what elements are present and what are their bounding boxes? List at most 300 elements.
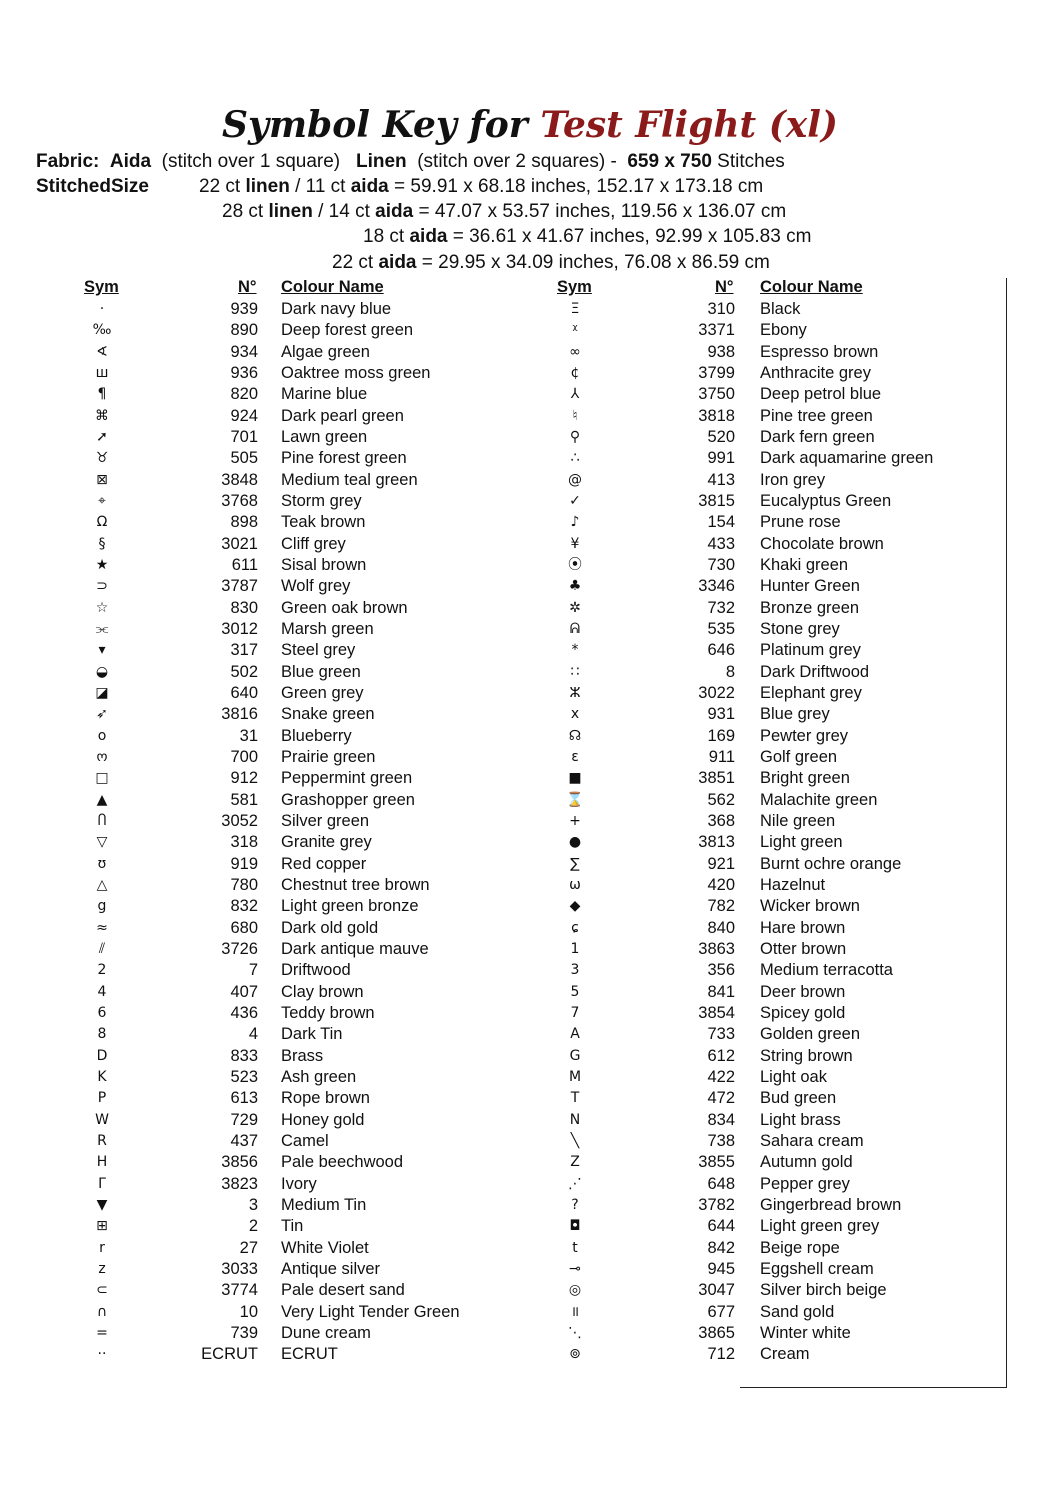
fabric-linen-note: (stitch over 2 squares) - [417, 151, 617, 172]
colour-name: Winter white [760, 1323, 851, 1342]
colour-name: Chestnut tree brown [281, 875, 430, 894]
symbol-glyph: R [97, 1132, 107, 1149]
dmc-number: 841 [707, 982, 735, 1001]
colour-name: Medium terracotta [760, 961, 893, 980]
symbol-glyph: t [572, 1239, 578, 1256]
size-line-2: 28 ct linen / 14 ct aida = 47.07 x 53.57 inches, 119.56 x 136.07 cm [222, 201, 787, 222]
colour-name: Rope brown [281, 1089, 370, 1108]
dmc-number: 3022 [698, 683, 735, 702]
symbol-glyph: ⊸ [569, 1260, 581, 1277]
symbol-glyph: ■ [568, 770, 582, 787]
dmc-number: 3787 [221, 577, 258, 596]
colour-name: Hunter Green [760, 577, 860, 596]
symbol-glyph: @ [568, 471, 582, 488]
symbol-glyph: ⫽ [98, 940, 106, 957]
fabric-line [36, 151, 785, 173]
symbol-glyph: ⊠ [96, 471, 108, 488]
dmc-number: 3033 [221, 1259, 258, 1278]
symbol-glyph: ∢ [96, 343, 108, 360]
dmc-number: 700 [230, 747, 258, 766]
dmc-number: 919 [230, 854, 258, 873]
symbol-glyph: A [570, 1026, 580, 1043]
colour-name: Driftwood [281, 961, 351, 980]
colour-name: Tin [281, 1217, 304, 1236]
symbol-glyph: 2 [97, 962, 107, 979]
dmc-number: 648 [707, 1174, 735, 1193]
colour-name: Platinum grey [760, 641, 861, 660]
colour-name: Snake green [281, 705, 375, 724]
colour-name: ECRUT [281, 1345, 338, 1364]
symbol-glyph: ≈ [96, 919, 108, 936]
colour-name: Storm grey [281, 491, 362, 510]
dmc-number: 3865 [698, 1323, 735, 1342]
header-sym-right: Sym [557, 278, 592, 296]
colour-name: Deer brown [760, 982, 846, 1001]
dmc-number: 310 [707, 300, 735, 318]
colour-name: Khaki green [760, 555, 849, 574]
dmc-number: 938 [707, 342, 735, 361]
dmc-number: 433 [707, 534, 735, 553]
colour-name: Malachite green [760, 790, 878, 809]
colour-name: Pale desert sand [281, 1281, 405, 1300]
colour-name: Stone grey [760, 619, 840, 638]
colour-name: Steel grey [281, 641, 356, 660]
colour-name: Algae green [281, 342, 370, 361]
symbol-glyph: ·· [97, 1346, 107, 1363]
symbol-glyph: G [569, 1047, 581, 1064]
stitched-size-label: StitchedSize [36, 176, 149, 197]
colour-name: Dark pearl green [281, 406, 404, 425]
symbol-glyph: ▼ [96, 1196, 108, 1213]
dmc-number: 3851 [698, 769, 735, 788]
symbol-glyph: ∴ [570, 450, 580, 467]
symbol-glyph: 6 [97, 1004, 107, 1021]
colour-name: Clay brown [281, 982, 364, 1001]
colour-name: Beige rope [760, 1238, 840, 1257]
dmc-number: ECRUT [201, 1345, 258, 1364]
header-sym-left: Sym [84, 278, 119, 296]
dmc-number: 3855 [698, 1153, 735, 1172]
colour-name: Lawn green [281, 427, 368, 446]
dmc-number: 3726 [221, 939, 258, 958]
dmc-number: 520 [707, 427, 735, 446]
dmc-number: 834 [707, 1110, 735, 1129]
colour-name: Marsh green [281, 619, 374, 638]
symbol-glyph: K [97, 1068, 107, 1085]
dmc-number: 502 [230, 662, 258, 681]
dmc-number: 3012 [221, 619, 258, 638]
symbol-glyph: Ⴖ [97, 812, 107, 829]
colour-name: Wolf grey [281, 577, 351, 596]
symbol-glyph: W [95, 1111, 109, 1128]
colour-name: Green grey [281, 683, 364, 702]
colour-name: Golf green [760, 747, 838, 766]
symbol-glyph: ш [95, 364, 109, 381]
symbol-glyph: ★ [95, 556, 109, 573]
colour-name: Autumn gold [760, 1153, 853, 1172]
dmc-number: 3750 [698, 385, 735, 404]
symbol-glyph: ⊂ [96, 1282, 108, 1299]
colour-name: Dark old gold [281, 918, 379, 937]
symbol-glyph: § [98, 535, 106, 552]
colour-name: Light green [760, 833, 843, 852]
symbol-glyph: ᕱ [569, 620, 581, 637]
colour-name: Hazelnut [760, 875, 826, 894]
symbol-glyph: P [97, 1090, 107, 1107]
dmc-number: 739 [230, 1323, 258, 1342]
dmc-number: 3346 [698, 577, 735, 596]
dmc-number: 413 [707, 470, 735, 489]
dmc-number: 436 [230, 1003, 258, 1022]
colour-name: Bright green [760, 769, 850, 788]
symbol-glyph: ॥ [570, 1303, 580, 1320]
symbol-glyph: ⌛ [566, 791, 584, 808]
size-line-4: 22 ct aida = 29.95 x 34.09 inches, 76.08 x 86.59 cm [332, 252, 770, 273]
colour-name: Eggshell cream [760, 1259, 874, 1278]
colour-name: Ivory [281, 1174, 317, 1193]
colour-name: Pewter grey [760, 726, 849, 745]
symbol-glyph: ⊚ [569, 1346, 581, 1363]
dmc-number: 3813 [698, 833, 735, 852]
symbol-glyph: ⦿ [568, 556, 582, 573]
colour-name: Oaktree moss green [281, 363, 431, 382]
symbol-glyph: 4 [97, 983, 107, 1000]
colour-name: Dark navy blue [281, 300, 392, 318]
colour-name: Silver green [281, 811, 370, 830]
symbol-glyph: x [570, 706, 580, 723]
dmc-number: 407 [230, 982, 258, 1001]
dmc-number: 934 [230, 342, 258, 361]
dmc-number: 505 [230, 449, 258, 468]
symbol-glyph: □ [95, 770, 109, 787]
symbol-glyph: 8 [97, 1026, 107, 1043]
colour-name: Sisal brown [281, 555, 367, 574]
dmc-number: 4 [248, 1025, 258, 1044]
colour-name: String brown [760, 1046, 853, 1065]
dmc-number: 3047 [698, 1281, 735, 1300]
symbol-glyph: ▽ [96, 834, 108, 851]
symbol-glyph: H [96, 1154, 108, 1171]
colour-name: Dark Driftwood [760, 662, 870, 681]
dmc-number: 422 [707, 1067, 735, 1086]
dmc-number: 318 [230, 833, 258, 852]
dmc-number: 3823 [221, 1174, 258, 1193]
colour-name: Deep petrol blue [760, 385, 882, 404]
colour-name: Teddy brown [281, 1003, 375, 1022]
symbol-glyph: ♉ [95, 450, 109, 467]
symbol-glyph: ∑ [570, 855, 580, 872]
colour-name: Blueberry [281, 726, 352, 745]
dmc-number: 7 [248, 961, 258, 980]
colour-name: Sand gold [760, 1302, 835, 1321]
dmc-number: 644 [707, 1217, 735, 1236]
dmc-number: 640 [230, 683, 258, 702]
symbol-glyph: ⫘ [95, 620, 109, 637]
dmc-number: 420 [707, 875, 735, 894]
header-name-left: Colour Name [281, 278, 384, 296]
symbol-glyph: Ω [96, 514, 108, 531]
symbol-glyph: N [569, 1111, 581, 1128]
symbol-glyph: ◪ [95, 684, 109, 701]
dmc-number: 730 [707, 555, 735, 574]
colour-name: Medium teal green [281, 470, 418, 489]
dmc-number: 680 [230, 918, 258, 937]
colour-name: Nile green [760, 811, 836, 830]
symbol-glyph: ω [569, 876, 581, 893]
symbol-glyph: ო [96, 748, 108, 765]
symbol-glyph: ε [571, 748, 579, 765]
dmc-number: 154 [707, 513, 735, 532]
symbol-glyph: Z [570, 1154, 580, 1171]
dmc-number: 3854 [698, 1003, 735, 1022]
symbol-glyph: ♪ [570, 514, 580, 531]
colour-name: Green oak brown [281, 598, 408, 617]
symbol-glyph: ⊃ [96, 578, 108, 595]
colour-name: Red copper [281, 854, 367, 873]
colour-name: Dark Tin [281, 1025, 343, 1044]
colour-name: Camel [281, 1131, 329, 1150]
dmc-number: 611 [231, 555, 258, 574]
dmc-number: 830 [230, 598, 258, 617]
symbol-glyph: ∩ [96, 1303, 108, 1320]
symbol-glyph: ⵣ [569, 684, 581, 701]
dmc-number: 3818 [698, 406, 735, 425]
colour-name: Ash green [281, 1067, 357, 1086]
colour-name: Deep forest green [281, 321, 414, 340]
symbol-glyph: ♣ [568, 578, 582, 595]
colour-name: Chocolate brown [760, 534, 884, 553]
dmc-number: 581 [230, 790, 258, 809]
dmc-number: 898 [230, 513, 258, 532]
dmc-number: 3 [248, 1195, 258, 1214]
dmc-number: 169 [707, 726, 735, 745]
colour-name: Pine tree green [760, 406, 873, 425]
dmc-number: 921 [707, 854, 735, 873]
dmc-number: 3782 [698, 1195, 735, 1214]
symbol-glyph: ➚ [96, 428, 108, 445]
symbol-glyph: ◎ [568, 1282, 582, 1299]
header-num-right: N° [715, 278, 734, 296]
dmc-number: 842 [707, 1238, 735, 1257]
dmc-number: 833 [230, 1046, 258, 1065]
symbol-glyph: ● [568, 834, 582, 851]
colour-name: Black [760, 300, 801, 318]
colour-name: Pine forest green [281, 449, 407, 468]
symbol-glyph: D [96, 1047, 108, 1064]
dmc-number: 317 [230, 641, 258, 660]
colour-name: Granite grey [281, 833, 372, 852]
symbol-glyph: * [571, 642, 579, 659]
dmc-number: 368 [707, 811, 735, 830]
dmc-number: 3768 [221, 491, 258, 510]
symbol-glyph: ╲ [570, 1132, 580, 1149]
symbol-glyph: = [96, 1324, 108, 1341]
dmc-number: 612 [707, 1046, 735, 1065]
dmc-number: 535 [707, 619, 735, 638]
symbol-glyph: ⌘ [95, 407, 109, 424]
fabric-dims: 659 x 750 [627, 151, 712, 172]
dmc-number: 738 [707, 1131, 735, 1150]
fabric-stitches: Stitches [717, 151, 785, 172]
colour-name: Marine blue [281, 385, 368, 404]
colour-name: Honey gold [281, 1110, 365, 1129]
colour-name: Eucalyptus Green [760, 491, 892, 510]
colour-name: Hare brown [760, 918, 846, 937]
right-border-line [1006, 278, 1007, 1388]
colour-name: Dark aquamarine green [760, 449, 934, 468]
symbol-glyph: ‰ [92, 322, 112, 339]
dmc-number: 939 [230, 300, 258, 318]
fabric-linen: Linen [355, 151, 407, 172]
symbol-glyph: 5 [570, 983, 580, 1000]
dmc-number: 8 [725, 662, 735, 681]
dmc-number: 712 [707, 1345, 735, 1364]
title-prefix: Symbol Key for [222, 104, 528, 146]
dmc-number: 732 [707, 598, 735, 617]
fabric-aida: Aida [109, 151, 152, 172]
symbol-glyph: ✓ [569, 492, 581, 509]
colour-name: Light green bronze [281, 897, 419, 916]
colour-name: Sahara cream [760, 1131, 864, 1150]
page-title [0, 104, 1060, 146]
colour-name: Pale beechwood [281, 1153, 404, 1172]
header-num-left: N° [238, 278, 257, 296]
colour-name: Dark fern green [760, 427, 875, 446]
colour-name: Peppermint green [281, 769, 413, 788]
dmc-number: 613 [230, 1089, 258, 1108]
symbol-glyph: ¢ [570, 364, 580, 381]
header-name-right: Colour Name [760, 278, 863, 296]
colour-name: Light brass [760, 1110, 841, 1129]
symbol-glyph: 7 [570, 1004, 580, 1021]
fabric-label: Fabric: [36, 151, 100, 172]
colour-name: Pepper grey [760, 1174, 850, 1193]
symbol-glyph: ◘ [569, 1218, 581, 1235]
colour-name: Golden green [760, 1025, 860, 1044]
size-line-3: 18 ct aida = 36.61 x 41.67 inches, 92.99 x 105.83 cm [363, 226, 812, 247]
symbol-glyph: ▲ [96, 791, 108, 808]
symbol-glyph: ¶ [97, 386, 107, 403]
colour-name: Teak brown [281, 513, 366, 532]
symbol-glyph: M [568, 1068, 582, 1085]
dmc-number: 677 [707, 1302, 735, 1321]
dmc-number: 991 [707, 449, 735, 468]
symbol-glyph: ✲ [569, 599, 581, 616]
symbol-glyph: ☆ [95, 599, 109, 616]
dmc-number: 832 [230, 897, 258, 916]
dmc-number: 840 [707, 918, 735, 937]
colour-name: Light oak [760, 1067, 827, 1086]
colour-name: Otter brown [760, 939, 847, 958]
symbol-glyph: ◒ [95, 663, 109, 680]
dmc-number: 3848 [221, 470, 258, 489]
dmc-number: 912 [230, 769, 258, 788]
colour-name: Light green grey [760, 1217, 880, 1236]
symbol-glyph: 3 [570, 962, 580, 979]
symbol-glyph: ∞ [569, 343, 581, 360]
dmc-number: 782 [707, 897, 735, 916]
dmc-number: 3816 [221, 705, 258, 724]
colour-name: Brass [281, 1046, 324, 1065]
symbol-glyph: g [97, 898, 107, 915]
colour-name: Ebony [760, 321, 807, 340]
symbol-glyph: Ξ [570, 301, 580, 317]
colour-name: Cream [760, 1345, 810, 1364]
colour-name: Espresso brown [760, 342, 879, 361]
bottom-border-line [740, 1387, 1007, 1388]
colour-name: Elephant grey [760, 683, 862, 702]
dmc-number: 3856 [221, 1153, 258, 1172]
size-line-1: 22 ct linen / 11 ct aida = 59.91 x 68.18 inches, 152.17 x 173.18 cm [199, 176, 764, 197]
dmc-number: 2 [248, 1217, 258, 1236]
dmc-number: 3815 [698, 491, 735, 510]
symbol-glyph: 1 [570, 940, 580, 957]
colour-name: Gingerbread brown [760, 1195, 902, 1214]
dmc-number: 729 [230, 1110, 258, 1129]
colour-name: Medium Tin [281, 1195, 367, 1214]
symbol-glyph: ¥ [570, 535, 580, 552]
symbol-glyph: ➶ [96, 706, 108, 723]
symbol-glyph: ⅄ [570, 386, 580, 403]
dmc-number: 27 [239, 1238, 258, 1257]
colour-name: Wicker brown [760, 897, 860, 916]
dmc-number: 3863 [698, 939, 735, 958]
dmc-number: 562 [707, 790, 735, 809]
dmc-number: 356 [707, 961, 735, 980]
colour-name: Prairie green [281, 747, 376, 766]
colour-name: Grashopper green [281, 790, 415, 809]
colour-name: Bronze green [760, 598, 860, 617]
symbol-glyph: ? [571, 1196, 579, 1213]
symbol-glyph: Γ [98, 1175, 106, 1192]
symbol-glyph: ▾ [98, 642, 106, 659]
dmc-number: 10 [239, 1302, 258, 1321]
symbol-glyph: ⋱ [568, 1324, 582, 1341]
symbol-glyph: o [97, 727, 107, 744]
colour-name: Spicey gold [760, 1003, 846, 1022]
colour-name: Antique silver [281, 1259, 381, 1278]
dmc-number: 936 [230, 363, 258, 382]
dmc-number: 3774 [221, 1281, 258, 1300]
symbol-glyph: ⊞ [96, 1218, 108, 1235]
colour-name: Very Light Tender Green [281, 1302, 460, 1321]
colour-name: Anthracite grey [760, 363, 871, 382]
dmc-number: 890 [230, 321, 258, 340]
colour-name: Blue grey [760, 705, 830, 724]
symbol-glyph: T [570, 1090, 580, 1107]
dmc-number: 820 [230, 385, 258, 404]
colour-name: Cliff grey [281, 534, 346, 553]
pattern-name: Test Flight (xl) [540, 104, 838, 146]
colour-name: Burnt ochre orange [760, 854, 902, 873]
symbol-glyph: z [98, 1260, 106, 1277]
dmc-number: 3371 [698, 321, 735, 340]
symbol-glyph: ∷ [570, 663, 580, 680]
symbol-glyph: ᵡ [572, 322, 578, 339]
colour-name: White Violet [281, 1238, 369, 1257]
dmc-number: 945 [707, 1259, 735, 1278]
dmc-number: 472 [707, 1089, 735, 1108]
dmc-number: 931 [707, 705, 735, 724]
dmc-number: 3021 [221, 534, 258, 553]
symbol-glyph: ɕ [571, 919, 579, 936]
symbol-glyph: r [99, 1239, 105, 1256]
colour-name: Blue green [281, 662, 361, 681]
symbol-glyph: △ [96, 876, 108, 893]
dmc-number: 924 [230, 406, 258, 425]
symbol-glyph: · [99, 301, 105, 317]
dmc-number: 733 [707, 1025, 735, 1044]
